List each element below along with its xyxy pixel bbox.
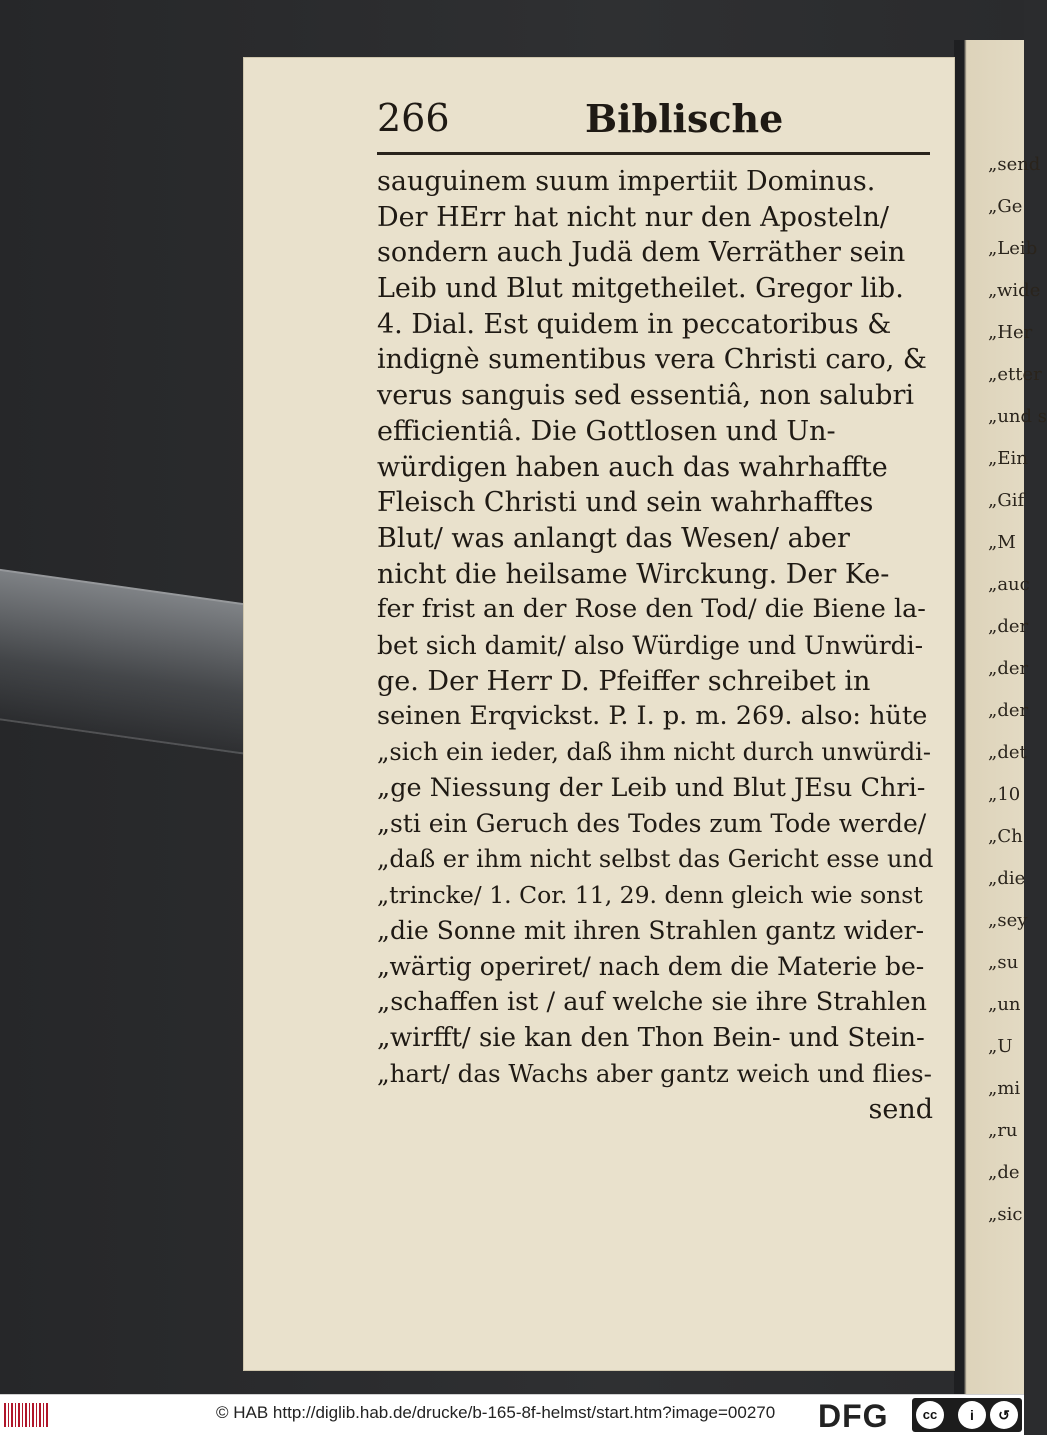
facing-page-fragment: „die [988, 868, 1026, 889]
viewer-footer [0, 1394, 1024, 1435]
text-line: 4. Dial. Est quidem in peccatoribus & [377, 308, 892, 340]
facing-page-fragment: „M [988, 532, 1016, 553]
facing-page-fragment: „ru [988, 1120, 1018, 1141]
facing-page-fragment: „send [988, 154, 1041, 175]
page-number: 266 [377, 96, 450, 140]
facing-page-fragment: „der [988, 658, 1029, 679]
footer-credit-link[interactable]: © HAB http://diglib.hab.de/drucke/b-165-8f-helmst/start.htm?image=00270 [216, 1403, 776, 1422]
text-line: seinen Erqvickst. P. I. p. m. 269. also: hüte [377, 701, 928, 732]
cc-license-badge[interactable] [912, 1398, 1022, 1432]
text-line: „wärtig operiret/ nach dem die Materie be- [377, 952, 925, 982]
facing-page-fragment: „der [988, 616, 1029, 637]
license-sa-label: SA [996, 1420, 1007, 1429]
text-line: nicht die heilsame Wirckung. Der Ke- [377, 558, 890, 590]
text-line: fer frist an der Rose den Tod/ die Biene la- [377, 594, 926, 625]
facing-page-edge [954, 40, 1047, 1394]
facing-page-fragment: „etter [988, 364, 1042, 385]
page-header [377, 96, 930, 156]
facing-page-fragment: „der [988, 700, 1029, 721]
text-line: ge. Der Herr D. Pfeiffer schreibet in [377, 665, 871, 697]
page-body-text [377, 164, 933, 1128]
running-head: Biblische [585, 96, 784, 141]
facing-page-fragment: „det [988, 742, 1027, 763]
text-line: Fleisch Christi und sein wahrhafftes [377, 487, 874, 519]
text-line: „hart/ das Wachs aber gantz weich und flies- [377, 1059, 932, 1089]
text-line: sondern auch Judä dem Verräther sein [377, 237, 906, 269]
facing-page-fragment: „Her [988, 322, 1033, 343]
license-by-label: BY [964, 1420, 975, 1429]
text-line: „wirfft/ sie kan den Thon Bein- und Stein- [377, 1022, 925, 1053]
facing-page-fragment: „Ch [988, 826, 1023, 847]
header-rule [377, 152, 930, 155]
facing-page-fragment: „U [988, 1036, 1013, 1057]
hab-logo [4, 1403, 48, 1427]
text-line: Der HErr hat nicht nur den Aposteln/ [377, 201, 889, 233]
text-line: indignè sumentibus vera Christi caro, & [377, 344, 927, 376]
facing-page-fragment: „su [988, 952, 1019, 973]
text-line: verus sanguis sed essentiâ, non salubri [377, 380, 914, 412]
facing-page-fragment: „mi [988, 1078, 1021, 1099]
facing-page-fragment: „wide [988, 280, 1041, 301]
text-line: würdigen haben auch das wahrhaffte [377, 451, 888, 483]
text-line: „daß er ihm nicht selbst das Gericht esse und [377, 845, 934, 874]
facing-page-fragment: „Gif [988, 490, 1025, 511]
text-line: Blut/ was anlangt das Wesen/ aber [377, 522, 850, 554]
cc-icon: cc [916, 1401, 944, 1429]
facing-page-fragment: „auc [988, 574, 1030, 595]
facing-page-fragment: „un [988, 994, 1021, 1015]
dfg-logo: DFG [818, 1398, 889, 1434]
facing-page-fragment: „sey [988, 910, 1028, 931]
facing-page-fragment: „Ge [988, 196, 1023, 217]
attribution-icon: i [958, 1401, 986, 1429]
text-line: Leib und Blut mitgetheilet. Gregor lib. [377, 273, 904, 305]
facing-page-fragment: „und s [988, 406, 1047, 427]
catchword: send [868, 1093, 933, 1125]
facing-page-fragment: „10 [988, 784, 1021, 805]
facing-page-fragment: „Leib [988, 238, 1038, 259]
text-line: „sich ein ieder, daß ihm nicht durch unwürdi- [377, 738, 931, 766]
text-line: „trincke/ 1. Cor. 11, 29. denn gleich wie sonst [377, 880, 923, 909]
text-line: „sti ein Geruch des Todes zum Tode werde/ [377, 809, 927, 839]
facing-page-fragment: „Ein [988, 448, 1028, 469]
text-line: „ge Niessung der Leib und Blut JEsu Chri- [377, 772, 926, 803]
text-line: „schaffen ist / auf welche sie ihre Strahlen [377, 986, 927, 1017]
text-line: bet sich damit/ also Würdige und Unwürdi- [377, 630, 924, 660]
text-line: sauguinem suum impertiit Dominus. [377, 166, 876, 197]
share-alike-icon: ↺ [990, 1401, 1018, 1429]
facing-page-fragment: „sic [988, 1204, 1023, 1225]
facing-page-fragments [954, 144, 1047, 1236]
text-line: „die Sonne mit ihren Strahlen gantz wider- [377, 916, 925, 946]
text-line: efficientiâ. Die Gottlosen und Un- [377, 415, 836, 447]
facing-page-fragment: „de [988, 1162, 1020, 1183]
